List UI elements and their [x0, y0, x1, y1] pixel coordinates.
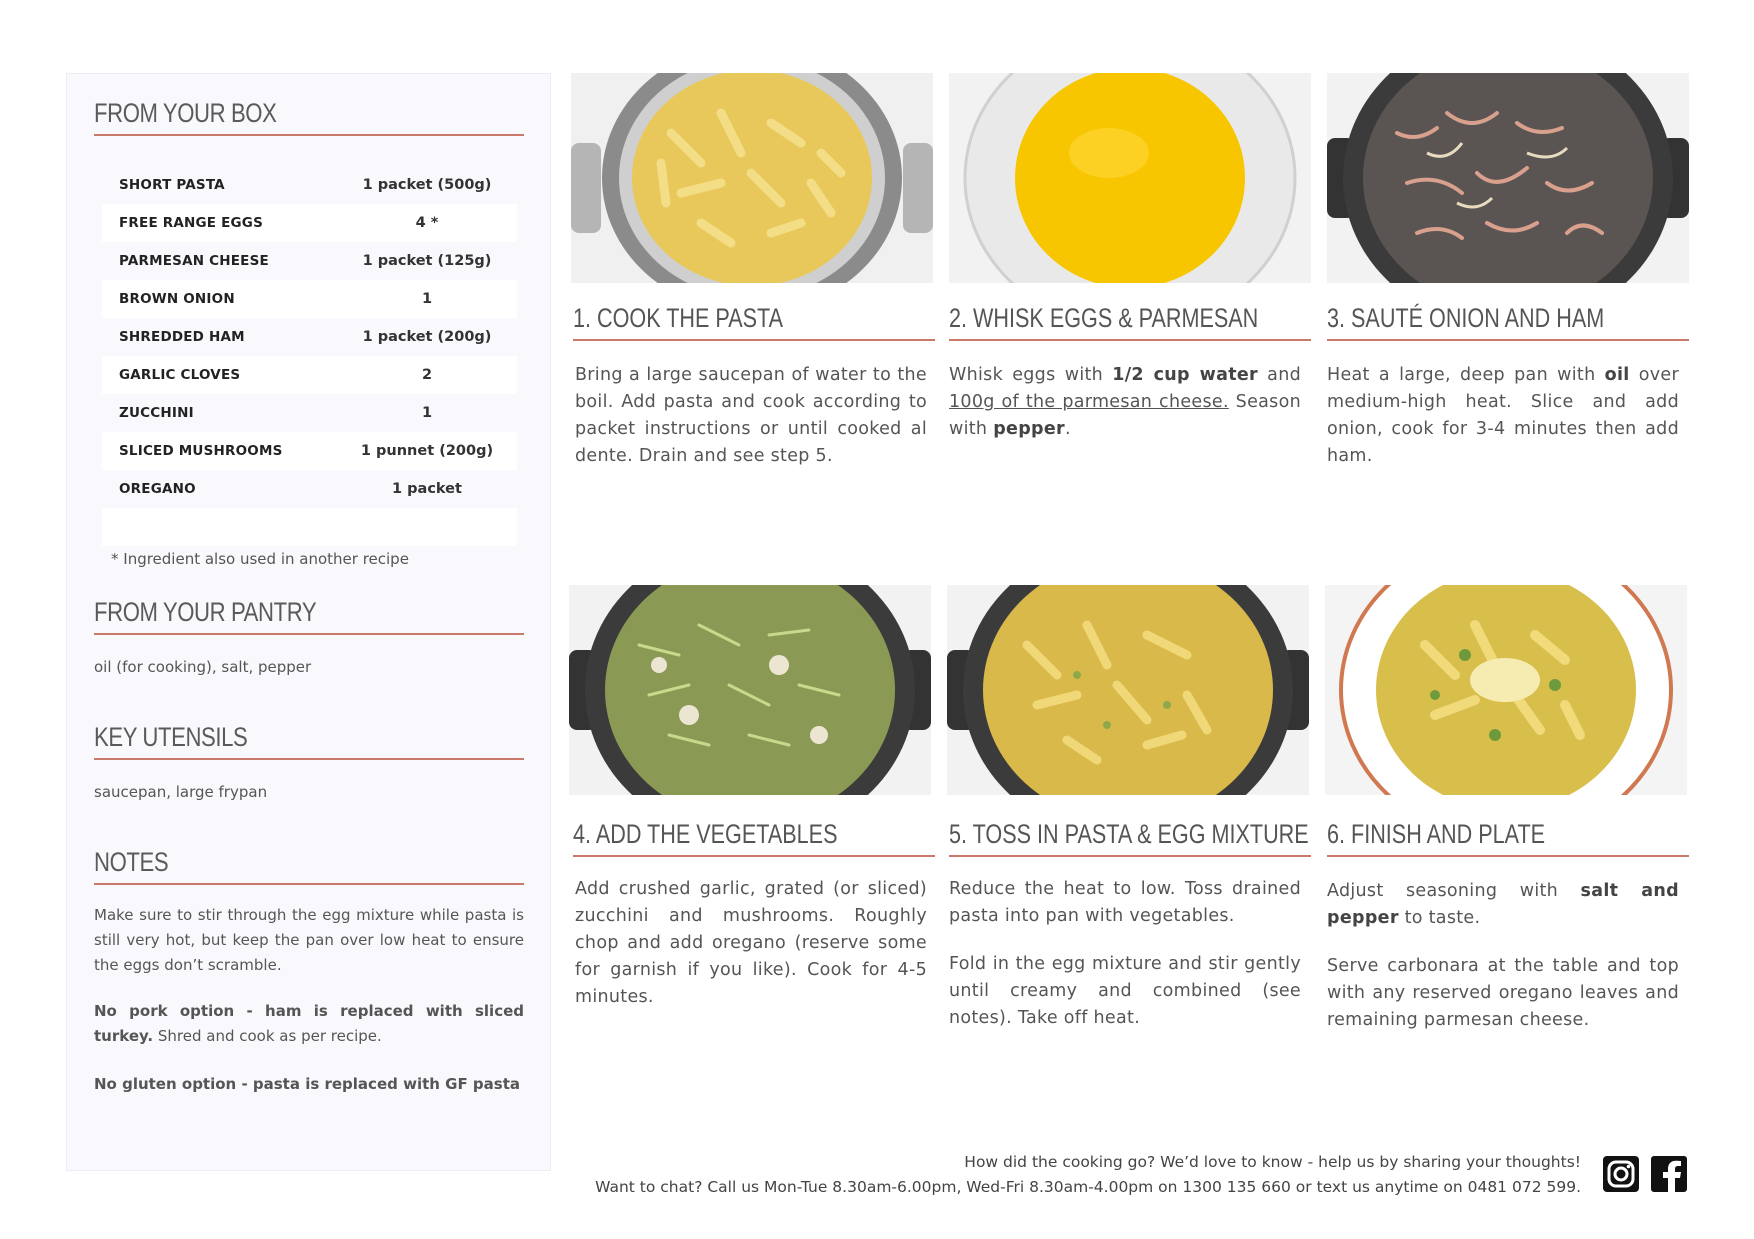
ingredient-row [102, 204, 517, 242]
pantry-text: oil (for cooking), salt, pepper [94, 658, 312, 676]
ingredient-name: PARMESAN CHEESE [119, 253, 269, 269]
ingredient-name: SHORT PASTA [119, 177, 225, 193]
step-rule [573, 855, 935, 857]
step-6-text [1327, 878, 1679, 1034]
text-run: and [1257, 365, 1301, 385]
text-run: Whisk eggs with [949, 365, 1113, 385]
ingredient-qty: 1 [421, 291, 433, 307]
step-5-text [949, 876, 1301, 1032]
text-bold: salt and pepper [1327, 881, 1679, 928]
step-6-photo [1325, 585, 1687, 795]
step-5-title: 5. TOSS IN PASTA & EGG MIXTURE [949, 819, 1309, 849]
section-rule [94, 134, 524, 136]
ingredient-name: SHREDDED HAM [119, 329, 245, 345]
step-4-text: Add crushed garlic, grated (or sliced) zucchini and mushrooms. Roughly chop and add oregano (reserve some for garnish if you like). Cook for 4-5 minutes. [575, 879, 927, 1007]
ingredient-row [102, 432, 517, 470]
step-2-photo [949, 73, 1311, 283]
footer-text [595, 1150, 1581, 1200]
no-pork-note [94, 999, 524, 1049]
ingredient-name: BROWN ONION [119, 291, 235, 307]
footer-line-2: Want to chat? Call us Mon-Tue 8.30am-6.00pm, Wed-Fri 8.30am-4.00pm on 1300 135 660 or text us anytime on 0481 072 599. [595, 1178, 1581, 1196]
text-run: to taste. [1398, 908, 1481, 928]
key-utensils-title: KEY UTENSILS [94, 722, 248, 752]
from-your-box-title: FROM YOUR BOX [94, 98, 277, 128]
ingredient-name: FREE RANGE EGGS [119, 215, 264, 231]
step-rule [949, 339, 1311, 341]
text-run: Heat a large, deep pan with [1327, 365, 1605, 385]
step-2-text [949, 362, 1301, 443]
ingredients-table [102, 166, 517, 546]
step-1-photo [571, 73, 933, 283]
ingredient-qty: 2 [421, 367, 433, 383]
step-2-title: 2. WHISK EGGS & PARMESAN [949, 303, 1259, 333]
blank-row [102, 508, 517, 546]
step-3-title: 3. SAUTÉ ONION AND HAM [1327, 303, 1605, 333]
ingredient-qty: 1 packet (200g) [362, 329, 492, 345]
step-4-photo [569, 585, 931, 795]
step-5-photo [947, 585, 1309, 795]
footer-line-1: How did the cooking go? We’d love to know - help us by sharing your thoughts! [964, 1153, 1581, 1171]
step-5-para-1: Reduce the heat to low. Toss drained pasta into pan with vegetables. [949, 879, 1301, 926]
no-pork-rest: Shred and cook as per recipe. [153, 1027, 382, 1045]
section-rule [94, 883, 524, 885]
facebook-icon[interactable] [1651, 1156, 1687, 1192]
step-4-title: 4. ADD THE VEGETABLES [573, 819, 838, 849]
ingredient-qty: 1 packet (125g) [362, 253, 492, 269]
notes-title: NOTES [94, 847, 169, 877]
ingredient-qty: 1 packet (500g) [362, 177, 492, 193]
ingredient-qty: 4 * [415, 215, 439, 231]
ingredient-qty: 1 punnet (200g) [360, 443, 494, 459]
step-rule [573, 339, 935, 341]
ingredient-row [102, 318, 517, 356]
step-3-text [1327, 362, 1679, 470]
ingredient-row [102, 280, 517, 318]
text-run: over medium-high heat. Slice and add onion, cook for 3-4 minutes then add ham. [1327, 365, 1679, 466]
step-6-para-2: Serve carbonara at the table and top with any reserved oregano leaves and remaining parmesan cheese. [1327, 956, 1679, 1030]
step-1-text: Bring a large saucepan of water to the boil. Add pasta and cook according to packet instructions or until cooked al dente. Drain and see step 5. [575, 365, 927, 466]
ingredient-row [102, 470, 517, 508]
no-gluten-note [94, 1072, 524, 1097]
step-rule [1327, 339, 1689, 341]
step-rule [949, 855, 1311, 857]
ingredient-name: GARLIC CLOVES [119, 367, 241, 383]
section-rule [94, 633, 524, 635]
ingredient-name: OREGANO [119, 481, 196, 497]
ingredient-row [102, 242, 517, 280]
ingredient-row [102, 394, 517, 432]
ingredient-name: SLICED MUSHROOMS [119, 443, 283, 459]
text-underline: 100g of the parmesan cheese. [949, 392, 1229, 412]
text-bold: 1/2 cup water [1112, 365, 1258, 385]
step-rule [1327, 855, 1689, 857]
from-your-pantry-title: FROM YOUR PANTRY [94, 597, 317, 627]
step-6-para-1 [1327, 878, 1679, 932]
ingredients-sidebar [66, 73, 551, 1171]
section-rule [94, 758, 524, 760]
step-3-photo [1327, 73, 1689, 283]
text-run: . [1064, 419, 1071, 439]
ingredient-qty: 1 packet [392, 481, 462, 497]
step-5-para-2: Fold in the egg mixture and stir gently until creamy and combined (see notes). Take off heat. [949, 954, 1301, 1028]
notes-paragraph: Make sure to stir through the egg mixture while pasta is still very hot, but keep the pan over low heat to ensure the eggs don’t scramble. [94, 906, 524, 974]
text-bold: pepper [993, 419, 1065, 439]
ingredient-name: ZUCCHINI [119, 405, 194, 421]
ingredient-row [102, 166, 517, 204]
step-1-title: 1. COOK THE PASTA [573, 303, 784, 333]
ingredient-qty: 1 [421, 405, 433, 421]
step-6-title: 6. FINISH AND PLATE [1327, 819, 1546, 849]
text-run: Season with [949, 392, 1301, 439]
text-run: Adjust seasoning with [1327, 881, 1581, 901]
ingredient-footnote: * Ingredient also used in another recipe [111, 550, 409, 568]
utensils-text: saucepan, large frypan [94, 783, 268, 801]
instagram-icon[interactable] [1603, 1156, 1639, 1192]
no-pork-bold: No pork option - ham is replaced with sliced turkey. [94, 1002, 524, 1045]
ingredient-row [102, 356, 517, 394]
text-bold: oil [1604, 365, 1630, 385]
no-gluten-bold: No gluten option - pasta is replaced with GF pasta [94, 1075, 521, 1093]
